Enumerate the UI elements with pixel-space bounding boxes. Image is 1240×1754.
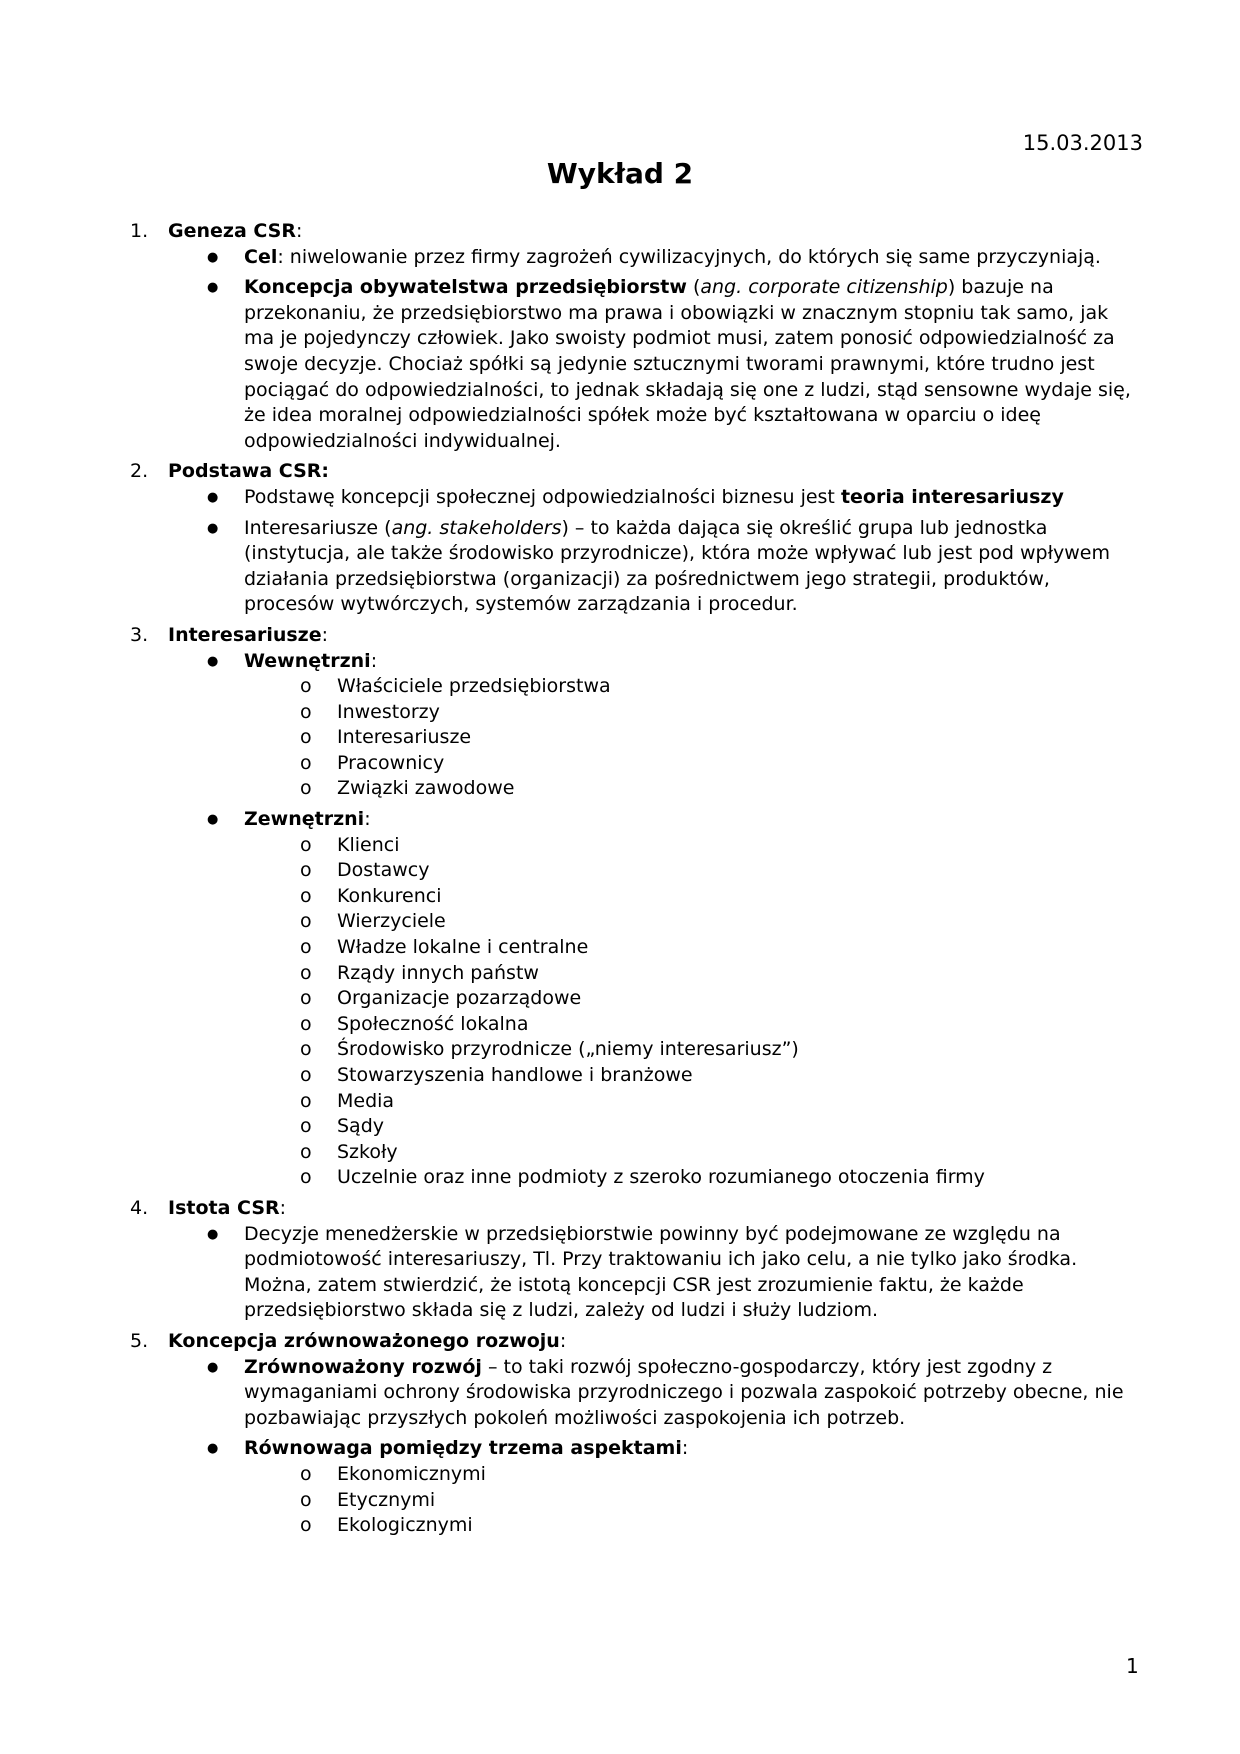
sub-list-item — [130, 1165, 1140, 1191]
bullet-icon: ● — [207, 489, 219, 505]
sub-list-item — [130, 725, 1140, 751]
sub-list-item — [130, 909, 1140, 935]
bold-text: Zewnętrzni — [244, 808, 365, 831]
sub-bullet-icon: o — [300, 859, 312, 882]
sub-list-item — [130, 961, 1140, 987]
sub-list-item — [130, 1063, 1140, 1089]
sub-item-text: Etycznymi — [337, 1488, 436, 1511]
sub-bullet-icon: o — [300, 1166, 312, 1189]
bold-text: Zrównoważony rozwój — [244, 1355, 482, 1378]
sub-list-item — [130, 700, 1140, 726]
sub-list — [130, 1462, 1140, 1539]
sub-bullet-icon: o — [300, 833, 312, 856]
document-body — [130, 219, 1140, 1544]
bold-text: Cel — [244, 245, 278, 268]
sub-list — [130, 674, 1140, 802]
bullet-icon: ● — [207, 249, 219, 265]
bullet-icon: ● — [207, 812, 219, 828]
sub-item-text: Społeczność lokalna — [337, 1012, 529, 1035]
sub-list-item — [130, 833, 1140, 859]
sub-item-text: Pracownicy — [337, 751, 445, 774]
text: ( — [686, 276, 701, 299]
bullet-icon: ● — [207, 1226, 219, 1242]
sub-bullet-icon: o — [300, 1038, 312, 1061]
bullet-item — [130, 1222, 1140, 1324]
text: : — [370, 649, 378, 672]
text: : niwelowanie przez firmy zagrożeń cywilizacyjnych, do których się same przyczyniają. — [277, 245, 1101, 268]
sub-bullet-icon: o — [300, 987, 312, 1010]
sub-bullet-icon: o — [300, 1115, 312, 1138]
sub-item-text: Klienci — [337, 833, 400, 856]
sub-list-item — [130, 986, 1140, 1012]
sub-item-text: Właściciele przedsiębiorstwa — [337, 675, 611, 698]
bullet-item — [130, 649, 1140, 675]
text: : — [321, 623, 329, 646]
sub-bullet-icon: o — [300, 936, 312, 959]
sub-bullet-icon: o — [300, 700, 312, 723]
text: ) bazuje na przekonaniu, że przedsiębiorstwo ma prawa i obowiązki w znacznym stopniu tak samo, jak ma je pojedynczy człowiek. Jako swoisty podmiot musi, zatem ponosić odpowiedzialność za swoje decyzje. Chociaż spółki są jedynie sztucznymi tworami prawnymi, które trudno jest pociągać do odpowiedzialności, to jednak składają się one z ludzi, stąd sensowne wydaje się, że idea moralnej odpowiedzialności spółek może być kształtowana w oparciu o ideę odpowiedzialności indywidualnej. — [244, 276, 1131, 452]
bold-text: teoria interesariuszy — [840, 485, 1064, 508]
bullet-item — [130, 245, 1140, 271]
sub-list — [130, 833, 1140, 1191]
text: : — [279, 1196, 287, 1219]
sub-item-text: Inwestorzy — [337, 700, 440, 723]
section-number: 2. — [130, 460, 149, 483]
section-number: 4. — [130, 1196, 149, 1219]
bullet-item — [130, 516, 1140, 618]
sub-bullet-icon: o — [300, 884, 312, 907]
text: : — [559, 1329, 567, 1352]
bullet-icon: ● — [207, 520, 219, 536]
text: Podstawę koncepcji społecznej odpowiedzialności biznesu jest — [244, 485, 841, 508]
bold-text: Interesariusze — [168, 623, 322, 646]
sub-item-text: Dostawcy — [337, 859, 430, 882]
bold-text: Podstawa CSR: — [168, 460, 329, 483]
sub-list-item — [130, 1140, 1140, 1166]
bullet-icon: ● — [207, 1359, 219, 1375]
sub-bullet-icon: o — [300, 1488, 312, 1511]
sub-list-item — [130, 1037, 1140, 1063]
document-date: 15.03.2013 — [1022, 131, 1143, 155]
sub-bullet-icon: o — [300, 1462, 312, 1485]
sub-item-text: Organizacje pozarządowe — [337, 987, 582, 1010]
sub-item-text: Środowisko przyrodnicze („niemy interesariusz”) — [337, 1038, 799, 1061]
sub-item-text: Wierzyciele — [337, 910, 446, 933]
bullet-item — [130, 485, 1140, 511]
sub-item-text: Ekonomicznymi — [337, 1462, 486, 1485]
sub-list-item — [130, 884, 1140, 910]
sub-bullet-icon: o — [300, 1012, 312, 1035]
sub-item-text: Interesariusze — [337, 726, 472, 749]
section-heading — [130, 1329, 1140, 1355]
section-heading — [130, 219, 1140, 245]
sub-item-text: Ekologicznymi — [337, 1514, 473, 1537]
sub-bullet-icon: o — [300, 726, 312, 749]
sub-bullet-icon: o — [300, 1514, 312, 1537]
bold-text: Geneza CSR — [168, 220, 296, 242]
text: – to taki rozwój społeczno-gospodarczy, który jest zgodny z wymaganiami ochrony środowiska przyrodniczego i pozwala zaspokoić potrzeby obecne, nie pozbawiając przyszłych pokoleń możliwości zaspokojenia ich potrzeb. — [244, 1355, 1124, 1429]
sub-item-text: Szkoły — [337, 1140, 398, 1163]
sub-bullet-icon: o — [300, 1089, 312, 1112]
section-heading — [130, 623, 1140, 649]
text: Decyzje menedżerskie w przedsiębiorstwie powinny być podejmowane ze względu na podmiotowość interesariuszy, Tl. Przy traktowaniu ich jako celu, a nie tylko jako środka. Można, zatem stwierdzić, że istotą koncepcji CSR jest zrozumienie faktu, że każde przedsiębiorstwo składa się z ludzi, zależy od ludzi i służy ludziom. — [244, 1222, 1078, 1322]
section-number: 1. — [130, 220, 149, 242]
text: Interesariusze ( — [244, 516, 392, 539]
sub-bullet-icon: o — [300, 777, 312, 800]
sub-list-item — [130, 935, 1140, 961]
sub-list-item — [130, 1012, 1140, 1038]
sub-list-item — [130, 1513, 1140, 1539]
sub-list-item — [130, 751, 1140, 777]
bold-text: Istota CSR — [168, 1196, 280, 1219]
sub-list-item — [130, 674, 1140, 700]
bullet-item — [130, 807, 1140, 833]
sub-list-item — [130, 776, 1140, 802]
bullet-item — [130, 1355, 1140, 1432]
document-title: Wykład 2 — [546, 157, 694, 190]
bold-text: Wewnętrzni — [244, 649, 371, 672]
sub-bullet-icon: o — [300, 675, 312, 698]
sub-bullet-icon: o — [300, 910, 312, 933]
sub-item-text: Media — [337, 1089, 395, 1112]
text: : — [364, 808, 371, 831]
page-number: 1 — [1126, 1654, 1139, 1678]
text: : — [296, 220, 303, 242]
sub-item-text: Stowarzyszenia handlowe i branżowe — [337, 1064, 693, 1086]
bold-text: Koncepcja obywatelstwa przedsiębiorstw — [244, 276, 687, 299]
sub-list-item — [130, 1114, 1140, 1140]
sub-bullet-icon: o — [300, 751, 312, 774]
text: : — [681, 1437, 689, 1460]
sub-item-text: Sądy — [337, 1115, 385, 1138]
section-heading — [130, 459, 1140, 485]
bullet-icon: ● — [207, 1441, 219, 1457]
sub-item-text: Związki zawodowe — [337, 777, 515, 800]
sub-item-text: Władze lokalne i centralne — [337, 936, 589, 959]
bullet-icon: ● — [207, 653, 219, 669]
section-number: 5. — [130, 1329, 149, 1352]
sub-list-item — [130, 858, 1140, 884]
sub-bullet-icon: o — [300, 1140, 312, 1163]
sub-item-text: Konkurenci — [337, 884, 442, 907]
bullet-icon: ● — [207, 280, 219, 296]
bullet-item — [130, 275, 1140, 454]
sub-bullet-icon: o — [300, 1064, 312, 1086]
bold-text: Koncepcja zrównoważonego rozwoju — [168, 1329, 560, 1352]
section-number: 3. — [130, 623, 149, 646]
sub-item-text: Uczelnie oraz inne podmioty z szeroko rozumianego otoczenia firmy — [337, 1166, 985, 1189]
sub-list-item — [130, 1488, 1140, 1514]
bullet-item — [130, 1436, 1140, 1462]
sub-list-item — [130, 1089, 1140, 1115]
section-heading — [130, 1196, 1140, 1222]
italic-text: ang. corporate citizenship — [700, 276, 948, 299]
sub-bullet-icon: o — [300, 961, 312, 984]
sub-list-item — [130, 1462, 1140, 1488]
text: ) – to każda dająca się określić grupa lub jednostka (instytucja, ale także środowisko przyrodnicze), która może wpływać lub jest pod wpływem działania przedsiębiorstwa (organizacji) za pośrednictwem jego strategii, produktów, procesów wytwórczych, systemów zarządzania i procedur. — [244, 516, 1110, 616]
bold-text: Równowaga pomiędzy trzema aspektami — [244, 1437, 682, 1460]
sub-item-text: Rządy innych państw — [337, 961, 539, 984]
italic-text: ang. stakeholders — [391, 516, 562, 539]
